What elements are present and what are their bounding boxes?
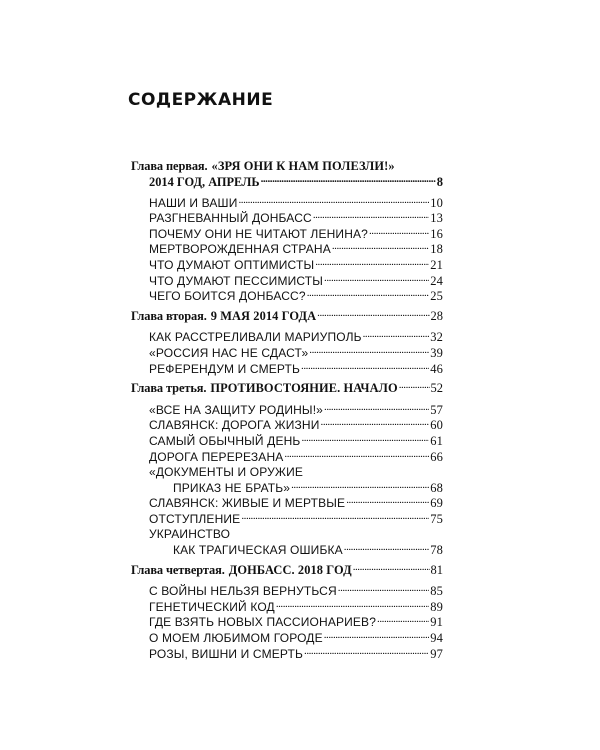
chapter-1 bbox=[131, 158, 443, 305]
page-number: 91 bbox=[430, 615, 443, 630]
page-number: 60 bbox=[430, 418, 443, 433]
dot-leader bbox=[276, 600, 429, 611]
entry-title: ГЕНЕТИЧЕСКИЙ КОД bbox=[149, 599, 275, 614]
entry-title: ЧТО ДУМАЮТ ПЕССИМИСТЫ bbox=[149, 273, 324, 288]
dot-leader bbox=[338, 584, 429, 595]
dot-leader bbox=[321, 418, 430, 429]
entry-title: «ДОКУМЕНТЫ И ОРУЖИЕ bbox=[149, 465, 304, 480]
page-number: 52 bbox=[430, 381, 443, 396]
dot-leader bbox=[317, 309, 429, 320]
page-number: 24 bbox=[430, 273, 443, 288]
toc-entry bbox=[149, 403, 443, 419]
entry-title: ОТСТУПЛЕНИЕ bbox=[149, 511, 241, 526]
entry-title: СЛАВЯНСК: ДОРОГА ЖИЗНИ bbox=[149, 418, 320, 433]
toc-entry bbox=[149, 242, 443, 258]
toc-entry bbox=[149, 258, 443, 274]
page-number: 68 bbox=[430, 480, 443, 495]
entry-title: САМЫЙ ОБЫЧНЫЙ ДЕНЬ bbox=[149, 433, 301, 448]
entry-title: РЕФЕРЕНДУМ И СМЕРТЬ bbox=[149, 361, 301, 376]
toc-entry bbox=[149, 227, 443, 243]
dot-leader bbox=[353, 563, 430, 574]
toc-entry bbox=[149, 211, 443, 227]
chapter-heading bbox=[131, 563, 443, 579]
dot-leader bbox=[241, 512, 429, 523]
toc-entry-first-line bbox=[149, 465, 443, 481]
entry-title: ПОЧЕМУ ОНИ НЕ ЧИТАЮТ ЛЕНИНА? bbox=[149, 226, 368, 241]
entry-title: С ВОЙНЫ НЕЛЬЗЯ ВЕРНУТЬСЯ bbox=[149, 584, 337, 599]
page-number: 13 bbox=[430, 211, 443, 226]
toc-entry bbox=[149, 647, 443, 663]
dot-leader bbox=[363, 330, 430, 341]
page-number: 78 bbox=[430, 543, 443, 558]
toc-entry bbox=[149, 274, 443, 290]
section-list bbox=[131, 330, 443, 377]
entry-title: УКРАИНСТВО bbox=[149, 527, 231, 542]
chapter-heading bbox=[131, 158, 443, 175]
page-number: 8 bbox=[436, 175, 443, 189]
dot-leader bbox=[238, 196, 429, 207]
page-title: СОДЕРЖАНИЕ bbox=[128, 90, 274, 110]
dot-leader bbox=[261, 175, 436, 186]
dot-leader bbox=[377, 615, 429, 626]
chapter-label: Глава первая. bbox=[131, 159, 208, 173]
entry-title: РОЗЫ, ВИШНИ И СМЕРТЬ bbox=[149, 646, 304, 661]
toc-entry bbox=[149, 512, 443, 528]
section-list bbox=[131, 196, 443, 305]
entry-title: НАШИ И ВАШИ bbox=[149, 195, 238, 210]
page-number: 16 bbox=[430, 226, 443, 241]
dot-leader bbox=[313, 211, 429, 222]
chapter-4 bbox=[131, 563, 443, 663]
toc-entry bbox=[149, 346, 443, 362]
entry-title: МЕРТВОРОЖДЕННАЯ СТРАНА bbox=[149, 242, 331, 257]
dot-leader bbox=[301, 434, 429, 445]
dot-leader bbox=[324, 631, 429, 642]
chapter-label: Глава четвертая. bbox=[131, 562, 225, 577]
chapter-label: Глава третья. bbox=[131, 381, 207, 396]
dot-leader bbox=[344, 543, 429, 554]
dot-leader bbox=[315, 258, 429, 269]
entry-title: РАЗГНЕВАННЫЙ ДОНБАСС bbox=[149, 211, 312, 226]
section-list bbox=[131, 584, 443, 662]
entry-title: ЧТО ДУМАЮТ ОПТИМИСТЫ bbox=[149, 257, 315, 272]
chapter-label: Глава вторая. bbox=[131, 308, 207, 323]
chapter-name: ПРОТИВОСТОЯНИЕ. НАЧАЛО bbox=[210, 381, 398, 396]
toc-entry bbox=[149, 289, 443, 305]
toc-entry bbox=[149, 584, 443, 600]
dot-leader bbox=[291, 481, 429, 492]
page-number: 66 bbox=[430, 449, 443, 464]
entry-title: СЛАВЯНСК: ЖИВЫЕ И МЕРТВЫЕ bbox=[149, 496, 346, 511]
toc-entry bbox=[149, 434, 443, 450]
entry-title: «РОССИЯ НАС НЕ СДАСТ» bbox=[149, 345, 309, 360]
toc-entry bbox=[149, 600, 443, 616]
toc-entry bbox=[149, 450, 443, 466]
entry-title-cont: КАК ТРАГИЧЕСКАЯ ОШИБКА bbox=[173, 543, 343, 558]
section-list bbox=[131, 403, 443, 559]
entry-title: КАК РАССТРЕЛИВАЛИ МАРИУПОЛЬ bbox=[149, 330, 362, 345]
entry-title-cont: ПРИКАЗ НЕ БРАТЬ» bbox=[173, 480, 291, 495]
dot-leader bbox=[399, 381, 430, 392]
entry-title: ГДЕ ВЗЯТЬ НОВЫХ ПАССИОНАРИЕВ? bbox=[149, 615, 377, 630]
dot-leader bbox=[309, 346, 429, 357]
chapter-heading bbox=[131, 381, 443, 397]
dot-leader bbox=[324, 274, 429, 285]
page-number: 25 bbox=[430, 289, 443, 304]
entry-title: «ВСЕ НА ЗАЩИТУ РОДИНЫ!» bbox=[149, 402, 324, 417]
dot-leader bbox=[369, 227, 429, 238]
chapter-heading bbox=[131, 309, 443, 325]
toc-entry bbox=[149, 196, 443, 212]
toc-entry bbox=[149, 615, 443, 631]
dot-leader bbox=[304, 647, 429, 658]
toc-entry bbox=[149, 543, 443, 559]
dot-leader bbox=[346, 496, 429, 507]
page-number: 75 bbox=[430, 511, 443, 526]
entry-title: ЧЕГО БОИТСЯ ДОНБАСС? bbox=[149, 289, 306, 304]
chapter-heading-continuation bbox=[131, 175, 443, 191]
page-number: 61 bbox=[430, 433, 443, 448]
page-number: 94 bbox=[430, 631, 443, 646]
chapter-name: 9 МАЯ 2014 ГОДА bbox=[210, 308, 317, 323]
page-number: 32 bbox=[430, 330, 443, 345]
chapter-name-cont: 2014 ГОД, АПРЕЛЬ bbox=[149, 175, 260, 189]
dot-leader bbox=[307, 289, 430, 300]
table-of-contents bbox=[131, 158, 443, 662]
page-number: 85 bbox=[430, 584, 443, 599]
toc-entry bbox=[149, 330, 443, 346]
dot-leader bbox=[324, 403, 429, 414]
page-number: 81 bbox=[430, 562, 443, 577]
page-number: 89 bbox=[430, 599, 443, 614]
toc-entry-first-line bbox=[149, 527, 443, 543]
page-number: 69 bbox=[430, 496, 443, 511]
page-number: 57 bbox=[430, 402, 443, 417]
chapter-name: ДОНБАСС. 2018 ГОД bbox=[228, 562, 352, 577]
page-number: 21 bbox=[430, 257, 443, 272]
page-number: 18 bbox=[430, 242, 443, 257]
toc-entry bbox=[149, 631, 443, 647]
chapter-2 bbox=[131, 309, 443, 377]
page-number: 28 bbox=[430, 308, 443, 323]
dot-leader bbox=[284, 450, 429, 461]
page-number: 39 bbox=[430, 345, 443, 360]
entry-title: ДОРОГА ПЕРЕРЕЗАНА bbox=[149, 449, 284, 464]
page-number: 10 bbox=[430, 195, 443, 210]
entry-title: О МОЕМ ЛЮБИМОМ ГОРОДЕ bbox=[149, 631, 323, 646]
dot-leader bbox=[301, 362, 429, 373]
chapter-3 bbox=[131, 381, 443, 559]
page-number: 46 bbox=[430, 361, 443, 376]
toc-entry bbox=[149, 496, 443, 512]
dot-leader bbox=[332, 242, 429, 253]
toc-entry bbox=[149, 362, 443, 378]
chapter-name: «ЗРЯ ОНИ К НАМ ПОЛЕЗЛИ!» bbox=[211, 159, 395, 173]
page-number: 97 bbox=[430, 646, 443, 661]
toc-entry bbox=[149, 418, 443, 434]
toc-entry bbox=[149, 481, 443, 497]
